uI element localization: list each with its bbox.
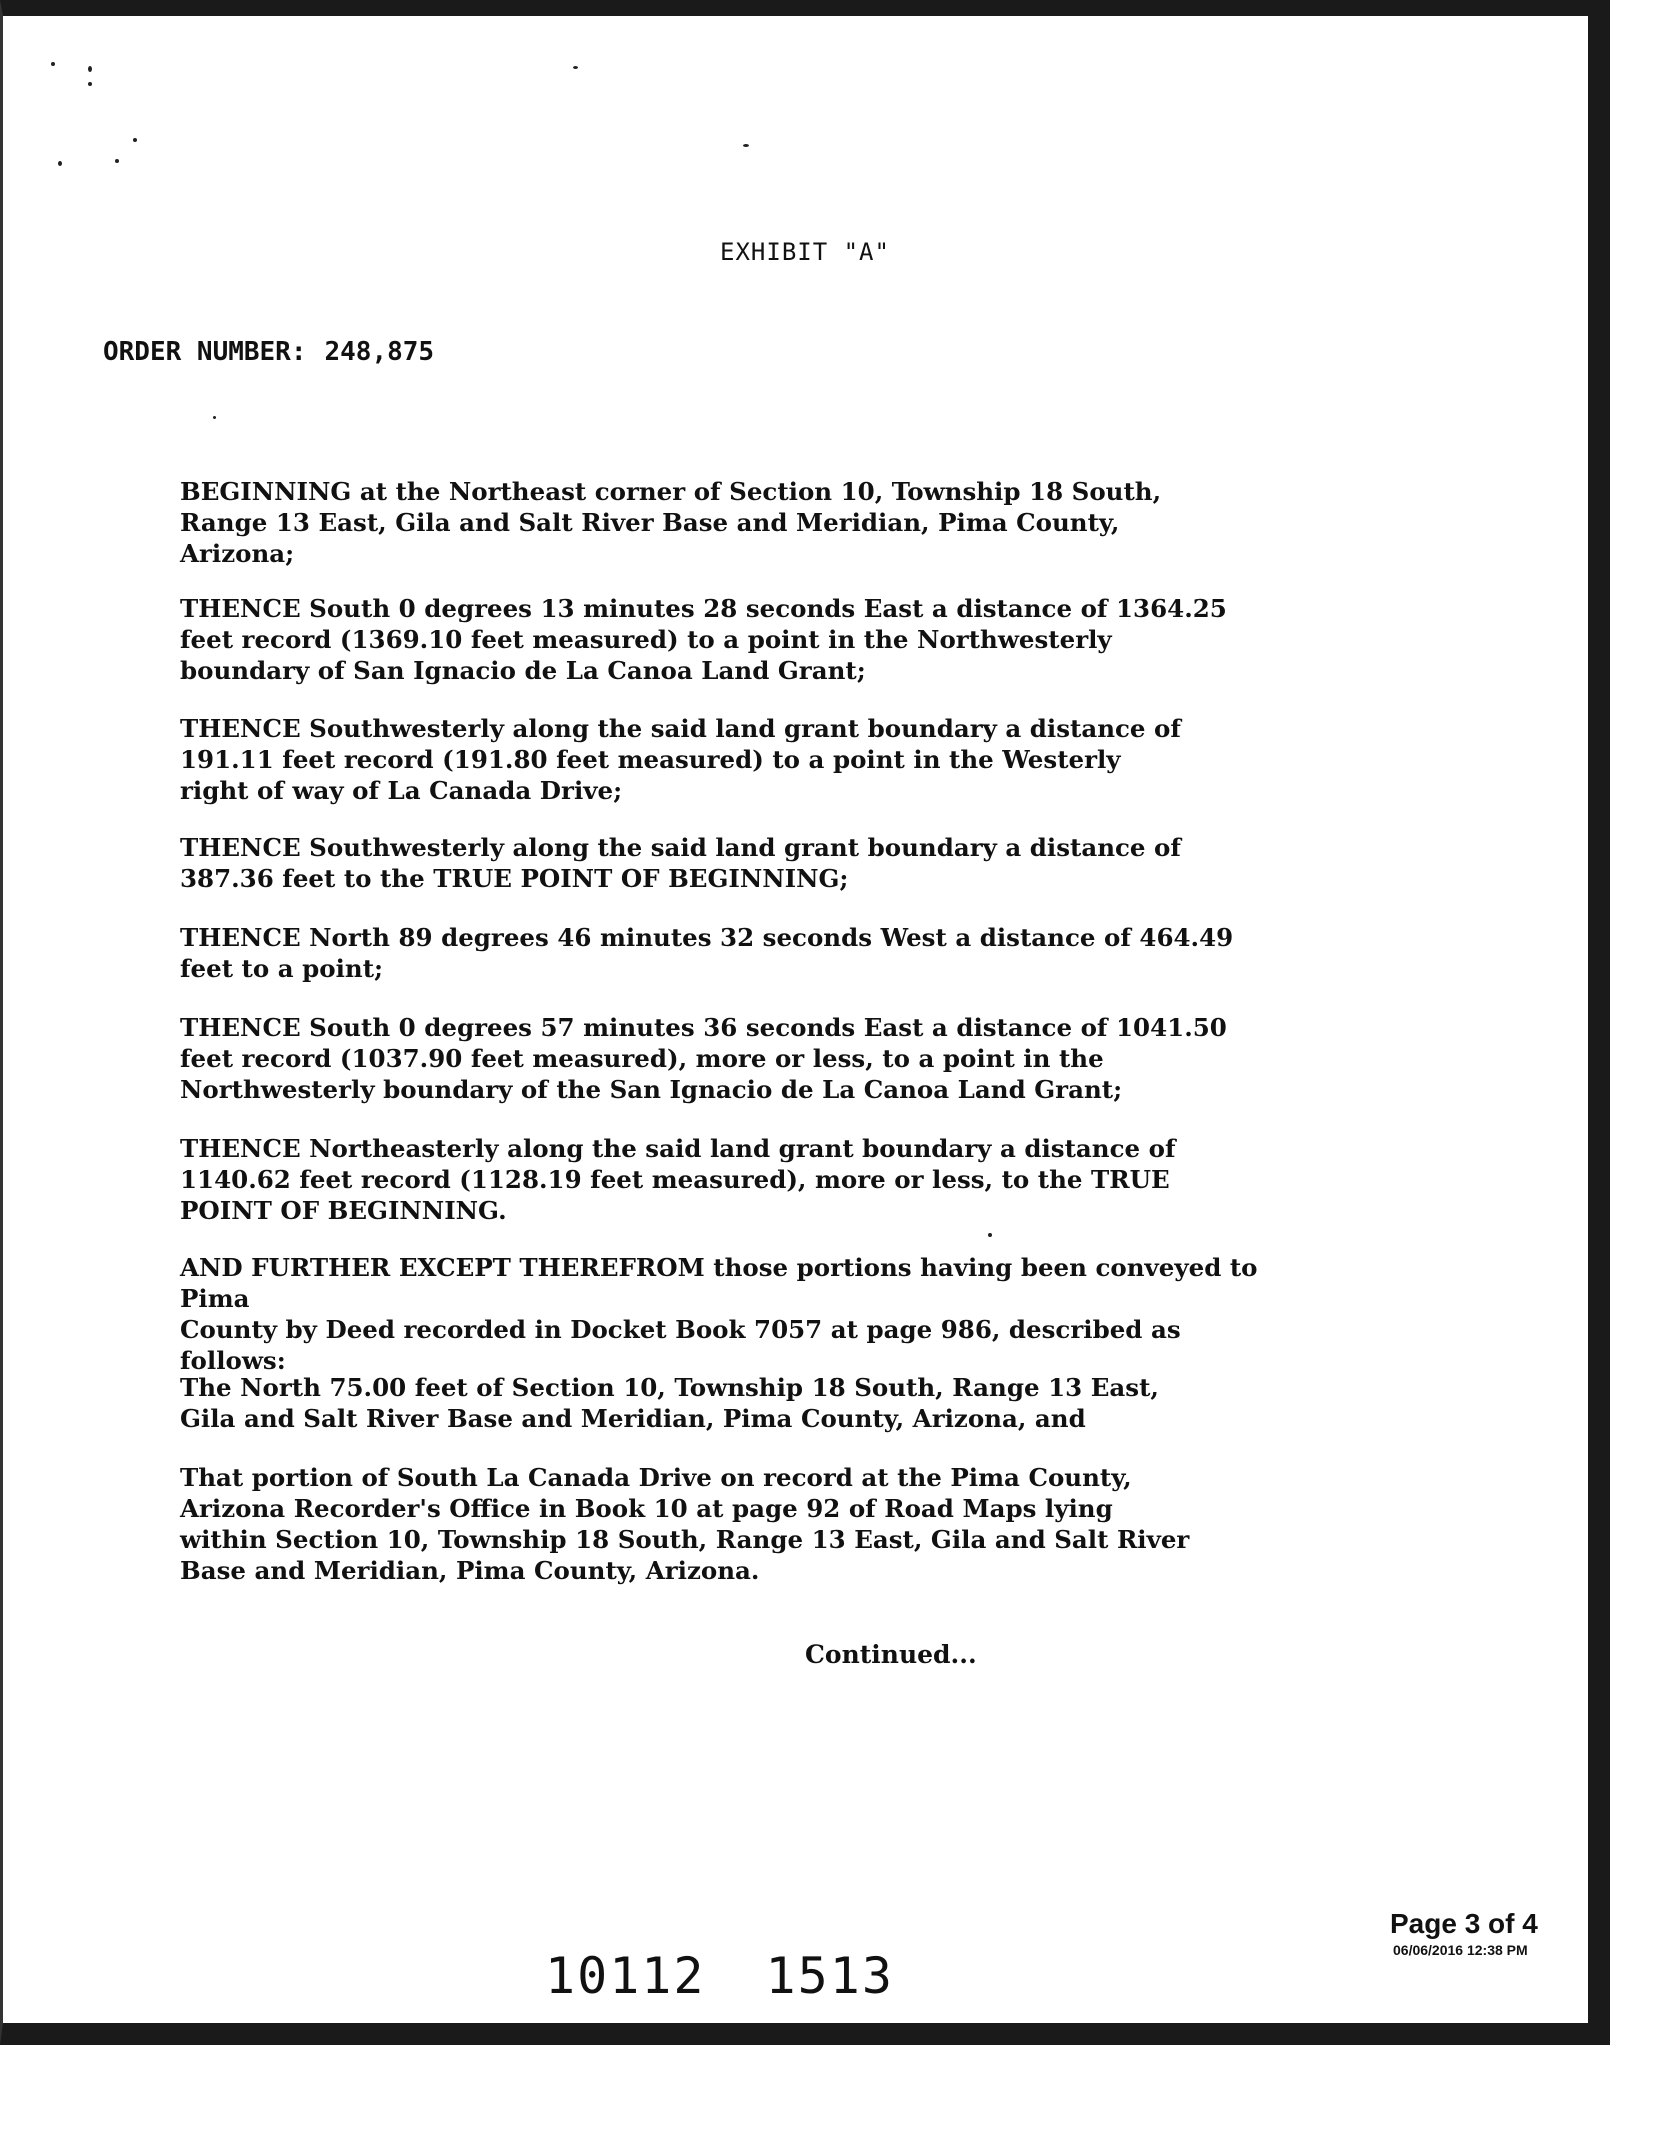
scan-speck <box>213 416 216 419</box>
scan-speck <box>133 138 137 142</box>
docket-book-number: 10112 <box>545 1947 706 2005</box>
order-number-label: ORDER NUMBER: <box>103 337 307 367</box>
docket-stamp <box>545 1947 894 2005</box>
scan-speck <box>115 159 119 163</box>
docket-page-number: 1513 <box>765 1947 894 2005</box>
scan-speck <box>988 1233 992 1237</box>
scan-speck <box>573 66 578 69</box>
scan-speck <box>88 66 92 72</box>
order-number-value: 248,875 <box>324 337 435 367</box>
print-timestamp: 06/06/2016 12:38 PM <box>1393 1942 1528 1958</box>
legal-paragraph-la-canada-drive: That portion of South La Canada Drive on record at the Pima County, Arizona Recorder's Office in Book 10 at page 92 of Road Maps lying within Section 10, Township 18 South, Range 13 East, Gila and Salt River Base and Meridian, Pima County, Arizona. <box>180 1463 1190 1585</box>
scan-speck <box>58 161 62 166</box>
legal-paragraph-north-75-feet: The North 75.00 feet of Section 10, Township 18 South, Range 13 East, Gila and Salt River Base and Meridian, Pima County, Arizona, and <box>180 1373 1159 1433</box>
order-number-line <box>103 337 434 367</box>
legal-paragraph-beginning: BEGINNING at the Northeast corner of Section 10, Township 18 South, Range 13 East, Gila and Salt River Base and Meridian, Pima County, Arizona; <box>180 477 1162 568</box>
continued-note: Continued... <box>805 1640 977 1669</box>
exhibit-title: EXHIBIT "A" <box>720 238 890 266</box>
page-number-label: Page 3 of 4 <box>1390 1908 1538 1939</box>
legal-paragraph-thence-southwesterly-2: THENCE Southwesterly along the said land grant boundary a distance of 387.36 feet to the TRUE POINT OF BEGINNING; <box>180 833 1181 893</box>
legal-paragraph-thence-north: THENCE North 89 degrees 46 minutes 32 seconds West a distance of 464.49 feet to a point; <box>180 923 1234 983</box>
scan-speck <box>88 82 92 86</box>
legal-paragraph-thence-south-1: THENCE South 0 degrees 13 minutes 28 seconds East a distance of 1364.25 feet record (1369.10 feet measured) to a point in the Northwesterly boundary of San Ignacio de La Canoa Land Grant; <box>180 594 1227 685</box>
legal-paragraph-thence-southwesterly-1: THENCE Southwesterly along the said land grant boundary a distance of 191.11 feet record (191.80 feet measured) to a point in the Westerly right of way of La Canada Drive; <box>180 714 1181 805</box>
scan-speck <box>743 144 749 147</box>
scan-speck <box>51 62 55 66</box>
legal-paragraph-further-except: AND FURTHER EXCEPT THEREFROM those portions having been conveyed to Pima County by Deed recorded in Docket Book 7057 at page 986, described as follows: <box>180 1253 1258 1375</box>
legal-paragraph-thence-south-2: THENCE South 0 degrees 57 minutes 36 seconds East a distance of 1041.50 feet record (1037.90 feet measured), more or less, to a point in the Northwesterly boundary of the San Ignacio de La Canoa Land Grant; <box>180 1013 1227 1104</box>
legal-paragraph-thence-northeasterly: THENCE Northeasterly along the said land grant boundary a distance of 1140.62 feet record (1128.19 feet measured), more or less, to the TRUE POINT OF BEGINNING. <box>180 1134 1176 1225</box>
